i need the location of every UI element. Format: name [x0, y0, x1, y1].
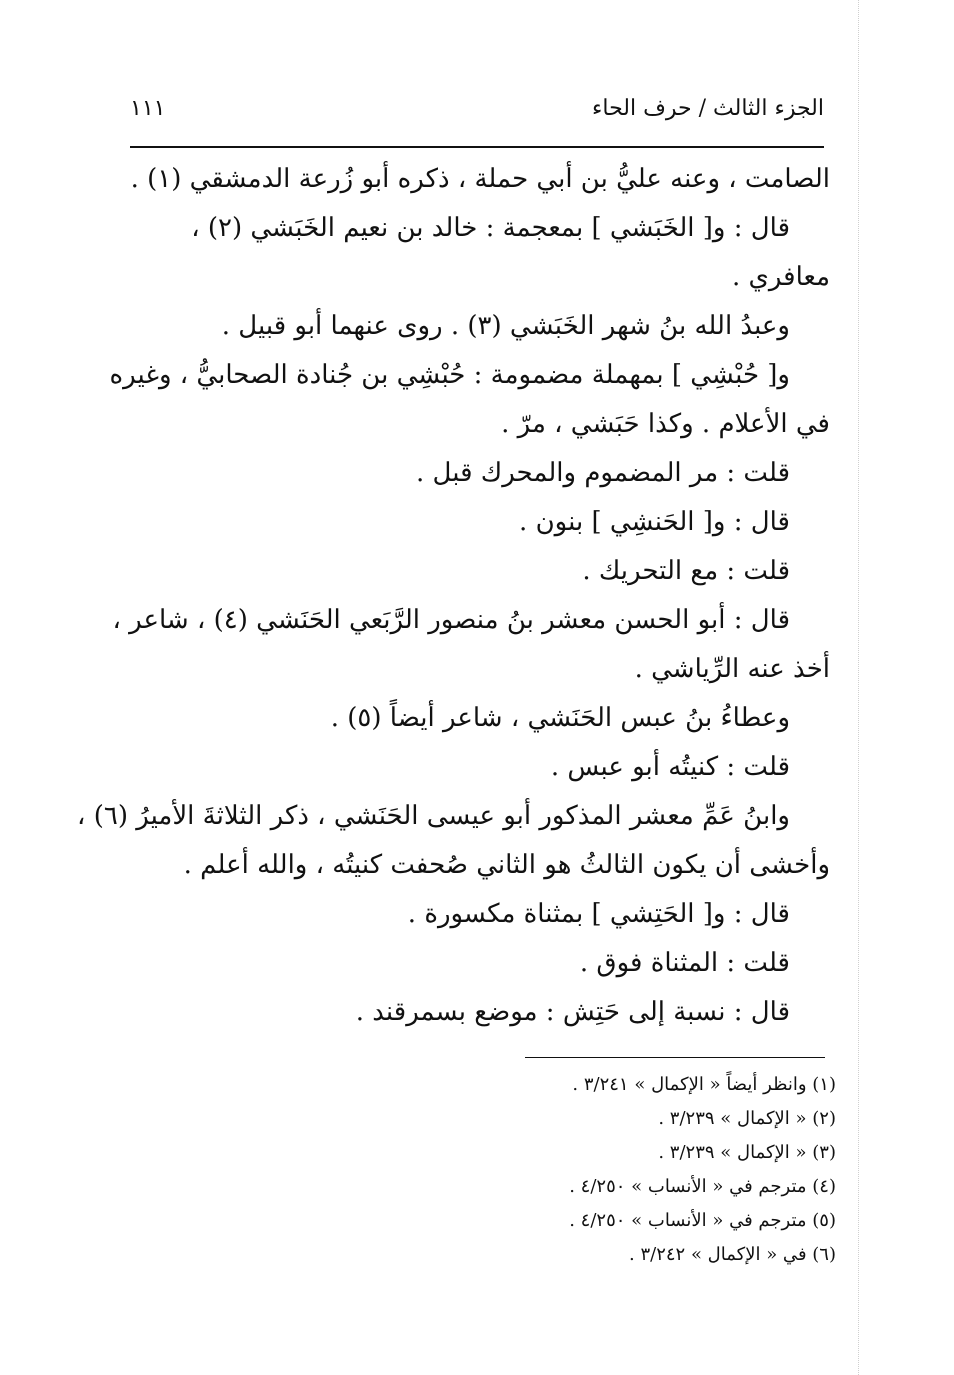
footnote: (٥) مترجم في « الأنساب » ٤/٢٥٠ .	[569, 1210, 836, 1231]
footnote-rule	[525, 1057, 825, 1058]
footnote: (١) وانظر أيضاً « الإكمال » ٣/٢٤١ .	[572, 1074, 836, 1095]
footnote: (٣) « الإكمال » ٣/٢٣٩ .	[658, 1142, 836, 1163]
footnote: (٤) مترجم في « الأنساب » ٤/٢٥٠ .	[569, 1176, 836, 1197]
text-line: وابنُ عَمِّ معشر المذكور أبو عيسى الحَنَشي ، ذكر الثلاثةَ الأميرُ (٦) ،	[77, 801, 790, 831]
text-line: قال : و[ الخَبَشي ] بمعجمة : خالد بن نعيم الخَبَشي (٢) ،	[191, 213, 790, 243]
text-line: قال : أبو الحسن معشر بنُ منصور الرَّبَعي الحَنَشي (٤) ، شاعر ،	[112, 605, 790, 635]
text-line: الصامت ، وعنه عليُّ بن أبي حملة ، ذكره أبو زُرعة الدمشقي (١) .	[130, 164, 830, 194]
page-edge-guide	[858, 0, 859, 1375]
text-line: معافري .	[731, 262, 830, 292]
text-line: قلت : كنيتُه أبو عبس .	[550, 752, 790, 782]
footnote: (٦) في « الإكمال » ٣/٢٤٢ .	[629, 1244, 836, 1265]
text-line: قال : و[ الحَنشِي ] بنون .	[519, 507, 790, 537]
text-line: أخذ عنه الرِّياشي .	[634, 654, 830, 684]
page-number: ١١١	[130, 96, 166, 121]
running-title: الجزء الثالث / حرف الحاء	[592, 96, 824, 121]
footnotes	[476, 1068, 836, 1272]
text-line: و[ حُبْشِي ] بمهملة مضمومة : حُبْشِي بن جُنادة الصحابيُّ ، وغيره	[109, 360, 790, 390]
running-header	[130, 96, 824, 136]
footnote: (٢) « الإكمال » ٣/٢٣٩ .	[658, 1108, 836, 1129]
main-text	[77, 155, 830, 1037]
text-line: قلت : مر المضموم والمحرك قبل .	[416, 458, 790, 488]
text-line: وأخشى أن يكون الثالثُ هو الثاني صُحفت كنيتُه ، والله أعلم .	[183, 850, 830, 880]
text-line: في الأعلام . وكذا حَبَشي ، مرّ .	[501, 409, 830, 439]
text-line: وعبدُ الله بنُ شهر الخَبَشي (٣) . روى عنهما أبو قبيل .	[221, 311, 790, 341]
text-line: قال : و[ الحَتِشي ] بمثناة مكسورة .	[407, 899, 790, 929]
header-rule	[130, 146, 824, 148]
text-line: قلت : المثناة فوق .	[579, 948, 790, 978]
text-line: وعطاءُ بنُ عبس الحَنَشي ، شاعر أيضاً (٥) .	[330, 703, 790, 733]
text-line: قلت : مع التحريك .	[582, 556, 790, 586]
text-line: قال : نسبة إلى حَتِش : موضع بسمرقند .	[355, 997, 790, 1027]
